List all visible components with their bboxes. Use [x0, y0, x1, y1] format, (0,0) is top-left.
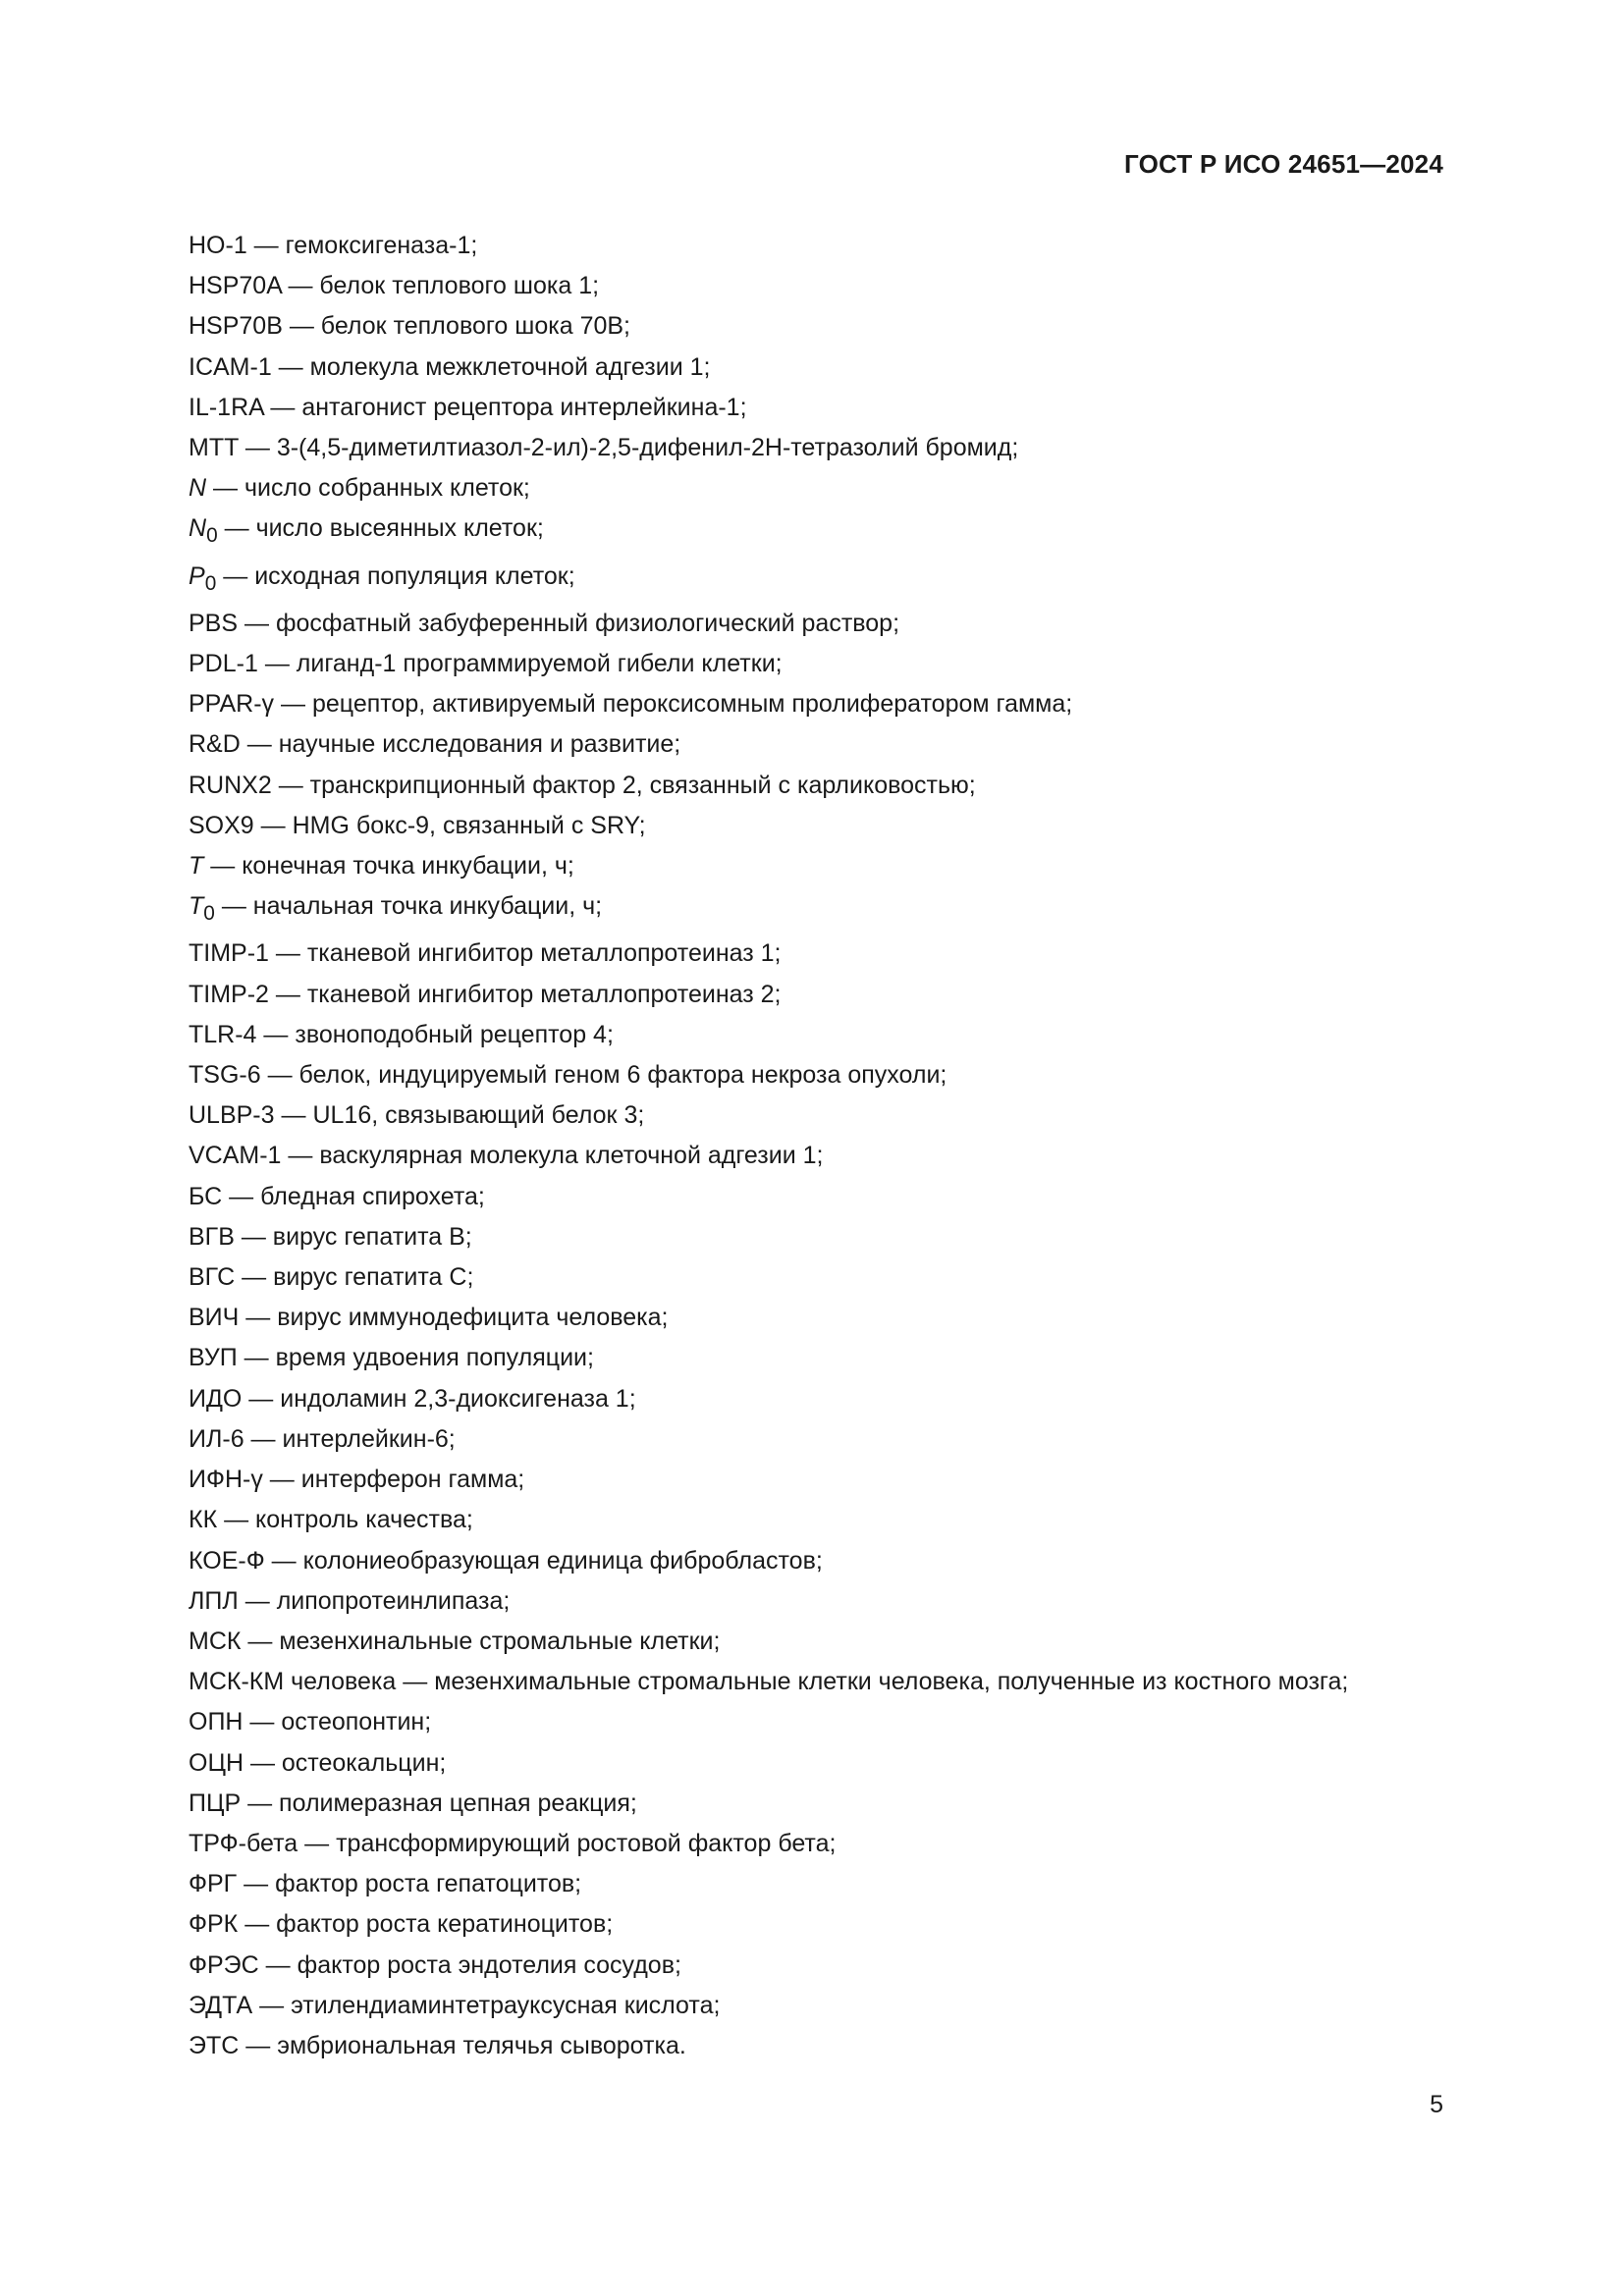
separator-dash: —: [281, 272, 320, 300]
separator-dash: —: [203, 852, 243, 881]
abbreviation-term: ФРК: [189, 1910, 239, 1939]
separator-dash: —: [239, 1304, 278, 1332]
abbreviation-definition: интерлейкин-6;: [282, 1424, 456, 1453]
abbreviation-definition: транскрипционный фактор 2, связанный с карликовостью;: [309, 771, 976, 799]
abbreviation-term: RUNX2: [189, 771, 272, 799]
abbreviation-definition: полимеразная цепная реакция;: [279, 1789, 637, 1817]
abbreviation-definition: остеопонтин;: [281, 1708, 432, 1736]
separator-dash: —: [217, 514, 256, 543]
abbreviation-definition: молекула межклеточной адгезии 1;: [309, 352, 711, 381]
separator-dash: —: [274, 690, 312, 719]
separator-dash: —: [243, 1708, 282, 1736]
abbreviation-term: ВГС: [189, 1263, 236, 1292]
separator-dash: —: [234, 1222, 273, 1251]
abbreviation-term: ОЦН: [189, 1748, 244, 1777]
separator-dash: —: [274, 1101, 313, 1130]
abbreviation-term: ИЛ-6: [189, 1424, 244, 1453]
abbreviation-item: [118, 1095, 1443, 1136]
separator-dash: —: [216, 561, 255, 590]
abbreviation-definition: число собранных клеток;: [244, 474, 530, 503]
abbreviation-definition: тканевой ингибитор металлопротеиназ 2;: [306, 980, 782, 1008]
separator-dash: —: [238, 609, 276, 637]
abbreviation-definition: трансформирующий ростовой фактор бета;: [336, 1829, 837, 1857]
abbreviation-term: ЛПЛ: [189, 1586, 239, 1615]
abbreviation-definition: начальная точка инкубации, ч;: [252, 892, 603, 921]
abbreviation-item: [118, 347, 1443, 388]
abbreviation-definition: исходная популяция клеток;: [254, 561, 575, 590]
abbreviation-definition: HMG бокс-9, связанный с SRY;: [292, 811, 646, 839]
abbreviation-definition: белок теплового шока 70В;: [320, 312, 630, 341]
abbreviation-term: T: [189, 852, 204, 881]
abbreviation-definition: бледная спирохета;: [260, 1182, 485, 1210]
abbreviation-definition: эмбриональная телячья сыворотка.: [277, 2031, 686, 2059]
abbreviation-term: ФРЭС: [189, 1950, 259, 1979]
abbreviation-definition: мезенхинальные стромальные клетки;: [279, 1627, 721, 1655]
abbreviation-definition: этилендиаминтетрауксусная кислота;: [291, 1991, 721, 2019]
abbreviation-definition: белок, индуцируемый геном 6 фактора некроза опухоли;: [298, 1061, 947, 1090]
abbreviation-term: МСК: [189, 1627, 242, 1655]
separator-dash: —: [253, 811, 293, 839]
separator-dash: —: [238, 434, 277, 462]
abbreviation-term: IL-1RA: [189, 393, 264, 421]
abbreviation-term: PDL-1: [189, 650, 258, 678]
abbreviation-item: [118, 1622, 1443, 1662]
abbreviation-term: PPAR-γ: [189, 690, 275, 719]
abbreviation-definition: контроль качества;: [255, 1506, 473, 1534]
abbreviation-term: T: [189, 892, 204, 921]
abbreviation-item: [118, 1015, 1443, 1055]
separator-dash: —: [268, 980, 307, 1008]
abbreviation-definition: число высеянных клеток;: [255, 514, 544, 543]
abbreviation-item: [118, 846, 1443, 886]
abbreviation-item: [118, 806, 1443, 846]
abbreviation-definition: тканевой ингибитор металлопротеиназ 1;: [306, 939, 782, 968]
separator-dash: —: [396, 1668, 435, 1696]
document-header: ГОСТ Р ИСО 24651—2024: [1123, 149, 1443, 179]
separator-dash: —: [242, 1384, 281, 1413]
separator-dash: —: [262, 1466, 301, 1494]
abbreviation-term: ЭДТА: [189, 1991, 253, 2019]
separator-dash: —: [241, 1627, 280, 1655]
separator-dash: —: [263, 393, 302, 421]
abbreviation-item: [118, 684, 1443, 724]
abbreviation-item: [118, 266, 1443, 306]
abbreviation-term: ЭТС: [189, 2031, 240, 2059]
separator-dash: —: [246, 232, 286, 259]
abbreviation-item: [118, 1217, 1443, 1257]
abbreviation-term: ПЦР: [189, 1789, 242, 1817]
abbreviation-item: [118, 724, 1443, 765]
page-number: 5: [1430, 2091, 1443, 2118]
abbreviation-term: ИДО: [189, 1384, 243, 1413]
separator-dash: —: [217, 1506, 256, 1534]
abbreviation-definition: звоноподобный рецептор 4;: [295, 1020, 614, 1048]
abbreviation-item: [118, 1581, 1443, 1622]
abbreviation-item: [118, 1419, 1443, 1460]
separator-dash: —: [244, 1424, 283, 1453]
abbreviation-definition: фактор роста гепатоцитов;: [275, 1870, 582, 1898]
abbreviation-term: БС: [189, 1182, 223, 1210]
abbreviation-subscript: 0: [206, 524, 218, 548]
separator-dash: —: [268, 939, 307, 968]
abbreviation-definition: гемоксигеназа-1;: [285, 232, 478, 259]
abbreviation-item: [118, 886, 1443, 934]
separator-dash: —: [240, 730, 279, 759]
abbreviation-item: [118, 1338, 1443, 1378]
separator-dash: —: [271, 771, 310, 799]
abbreviation-term: PBS: [189, 609, 239, 637]
abbreviation-term: ВУП: [189, 1344, 238, 1372]
separator-dash: —: [235, 1263, 274, 1292]
abbreviation-item: [118, 1379, 1443, 1419]
abbreviation-item: [118, 1784, 1443, 1824]
abbreviation-definition: фактор роста кератиноцитов;: [276, 1910, 614, 1939]
abbreviation-term: ФРГ: [189, 1870, 238, 1898]
abbreviation-definition: лиганд-1 программируемой гибели клетки;: [296, 650, 783, 678]
separator-dash: —: [264, 1546, 303, 1575]
abbreviation-term: TIMP-1: [189, 939, 269, 968]
abbreviation-definition: рецептор, активируемый пероксисомным пролифератором гамма;: [311, 690, 1073, 719]
abbreviation-definition: остеокальцин;: [281, 1748, 447, 1777]
separator-dash: —: [241, 1789, 280, 1817]
abbreviation-definition: вирус гепатита В;: [272, 1222, 472, 1251]
abbreviation-definition: 3-(4,5-диметилтиазол-2-ил)-2,5-дифенил-2Н-тетразолий бромид;: [276, 434, 1019, 462]
separator-dash: —: [238, 1586, 277, 1615]
abbreviation-definition: интерферон гамма;: [300, 1466, 525, 1494]
abbreviation-term: НО-1: [189, 232, 247, 259]
abbreviation-subscript: 0: [204, 571, 217, 595]
abbreviation-item: [118, 1257, 1443, 1298]
abbreviation-term: КОЕ-Ф: [189, 1546, 265, 1575]
abbreviation-item: [118, 1460, 1443, 1500]
separator-dash: —: [252, 1991, 292, 2019]
abbreviation-item: [118, 1541, 1443, 1581]
abbreviation-definition: фосфатный забуференный физиологический раствор;: [275, 609, 900, 637]
abbreviation-definition: UL16, связывающий белок 3;: [312, 1101, 645, 1130]
abbreviation-list: [118, 226, 1443, 2066]
abbreviation-item: [118, 1500, 1443, 1540]
abbreviation-item: [118, 1904, 1443, 1945]
separator-dash: —: [258, 1950, 298, 1979]
abbreviation-term: SOX9: [189, 811, 254, 839]
abbreviation-definition: липопротеинлипаза;: [276, 1586, 511, 1615]
separator-dash: —: [222, 1182, 261, 1210]
separator-dash: —: [298, 1829, 337, 1857]
abbreviation-term: ИФН-γ: [189, 1466, 263, 1494]
abbreviation-term: ICAM-1: [189, 352, 272, 381]
abbreviation-item: [118, 388, 1443, 428]
abbreviation-item: [118, 975, 1443, 1015]
separator-dash: —: [256, 1020, 296, 1048]
abbreviation-term: MTT: [189, 434, 239, 462]
abbreviation-term: МСК-КМ человека: [189, 1668, 397, 1696]
abbreviation-item: [118, 557, 1443, 604]
abbreviation-term: N: [189, 514, 207, 543]
abbreviation-definition: антагонист рецептора интерлейкина-1;: [301, 393, 747, 421]
separator-dash: —: [238, 1910, 277, 1939]
abbreviation-subscript: 0: [203, 902, 215, 926]
abbreviation-item: [118, 1055, 1443, 1095]
abbreviation-term: VCAM-1: [189, 1142, 282, 1170]
abbreviation-item: [118, 644, 1443, 684]
abbreviation-term: КК: [189, 1506, 218, 1534]
abbreviation-term: ВИЧ: [189, 1304, 240, 1332]
abbreviation-item: [118, 1662, 1443, 1702]
separator-dash: —: [237, 1344, 276, 1372]
abbreviation-item: [118, 604, 1443, 644]
abbreviation-term: ОПН: [189, 1708, 244, 1736]
abbreviation-definition: мезенхимальные стромальные клетки человека, полученные из костного мозга;: [434, 1668, 1349, 1696]
abbreviation-item: [118, 1177, 1443, 1217]
abbreviation-term: R&D: [189, 730, 241, 759]
abbreviation-item: [118, 508, 1443, 556]
abbreviation-definition: конечная точка инкубации, ч;: [242, 852, 574, 881]
abbreviation-definition: белок теплового шока 1;: [319, 272, 600, 300]
abbreviation-term: TIMP-2: [189, 980, 269, 1008]
separator-dash: —: [257, 650, 297, 678]
abbreviation-definition: вирус иммунодефицита человека;: [277, 1304, 669, 1332]
separator-dash: —: [282, 312, 321, 341]
abbreviation-item: [118, 1702, 1443, 1742]
abbreviation-term: ТРФ-бета: [189, 1829, 298, 1857]
abbreviation-item: [118, 1946, 1443, 1986]
abbreviation-term: P: [189, 561, 205, 590]
abbreviation-definition: колониеобразующая единица фибробластов;: [302, 1546, 823, 1575]
abbreviation-item: [118, 934, 1443, 974]
abbreviation-item: [118, 2026, 1443, 2066]
separator-dash: —: [260, 1061, 299, 1090]
separator-dash: —: [244, 1748, 282, 1777]
abbreviation-item: [118, 1743, 1443, 1784]
abbreviation-term: ВГВ: [189, 1222, 235, 1251]
abbreviation-definition: вирус гепатита С;: [273, 1263, 474, 1292]
abbreviation-item: [118, 226, 1443, 266]
abbreviation-item: [118, 428, 1443, 468]
separator-dash: —: [206, 474, 244, 503]
abbreviation-term: TLR-4: [189, 1020, 257, 1048]
abbreviation-term: HSP70A: [189, 272, 282, 300]
abbreviation-item: [118, 1986, 1443, 2026]
abbreviation-item: [118, 468, 1443, 508]
abbreviation-term: HSP70B: [189, 312, 283, 341]
abbreviation-item: [118, 306, 1443, 347]
abbreviation-term: ULBP-3: [189, 1101, 275, 1130]
abbreviation-definition: индоламин 2,3-диоксигеназа 1;: [280, 1384, 636, 1413]
abbreviation-term: N: [189, 474, 207, 503]
abbreviation-item: [118, 1298, 1443, 1338]
abbreviation-definition: научные исследования и развитие;: [278, 730, 681, 759]
abbreviation-term: TSG-6: [189, 1061, 261, 1090]
abbreviation-item: [118, 1864, 1443, 1904]
abbreviation-definition: фактор роста эндотелия сосудов;: [297, 1950, 681, 1979]
separator-dash: —: [214, 892, 253, 921]
abbreviation-item: [118, 766, 1443, 806]
abbreviation-definition: васкулярная молекула клеточной адгезии 1;: [319, 1142, 824, 1170]
separator-dash: —: [237, 1870, 276, 1898]
abbreviation-definition: время удвоения популяции;: [275, 1344, 594, 1372]
separator-dash: —: [271, 352, 310, 381]
separator-dash: —: [281, 1142, 320, 1170]
abbreviation-item: [118, 1824, 1443, 1864]
separator-dash: —: [239, 2031, 278, 2059]
abbreviation-item: [118, 1136, 1443, 1176]
